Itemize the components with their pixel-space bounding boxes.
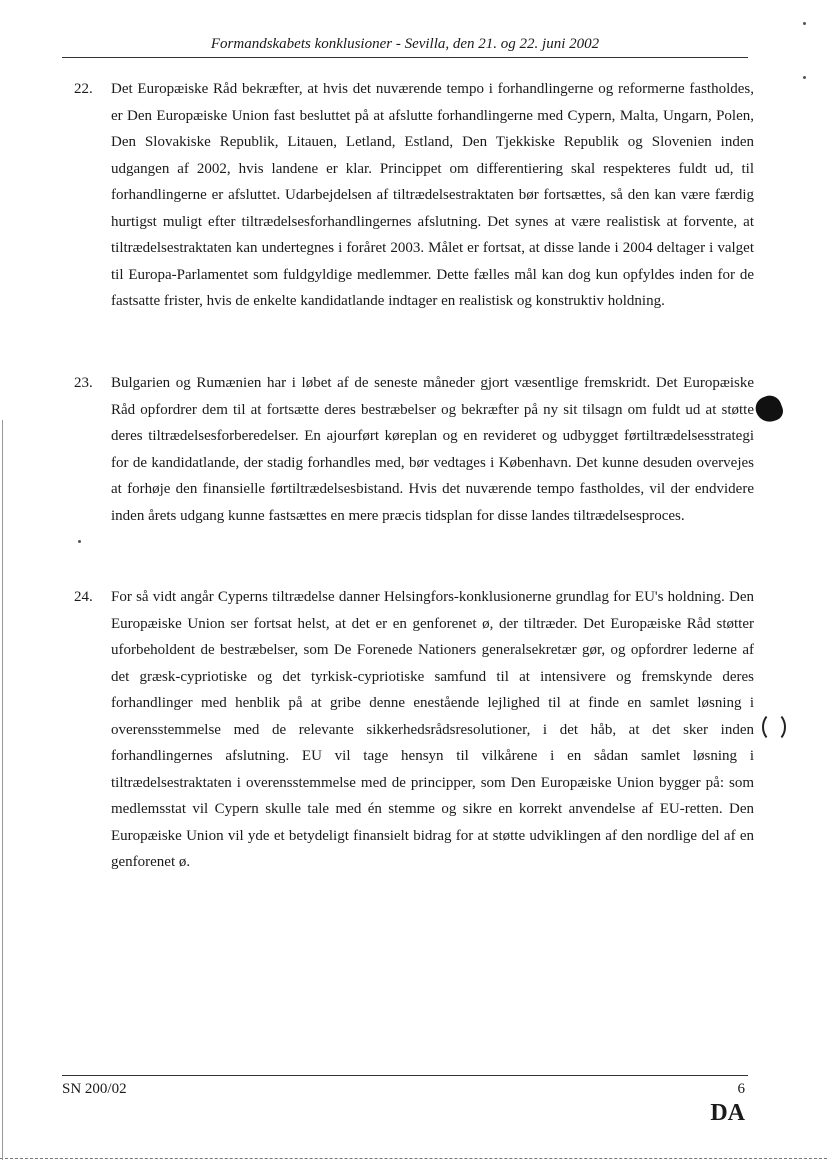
scan-edge-line — [0, 1158, 827, 1159]
punch-hole-mark — [752, 392, 785, 425]
document-reference: SN 200/02 — [62, 1081, 127, 1097]
footer-divider — [62, 1075, 748, 1076]
page-number: 6 — [737, 1081, 745, 1097]
paragraph-text: For så vidt angår Cyperns tiltrædelse danner Helsingfors-konklusionerne grundlag for EU's holdning. Den Europæiske Union ser fortsat helst, at det er en genforenet ø, der tiltræder. Det Europæiske Råd støtter uforbeholdent de bestræbelser, som De Forenede Nationers generalsekretær gør, og opfordrer lederne af det græsk-cypriotiske og det tyrkisk-cypriotiske samfund til at intensivere og fremskynde deres forhandlinger med henblik på at gribe denne enestående lejlighed til at finde en samlet løsning i overensstemmelse med de relevante sikkerhedsrådsresolutioner, i det håb, at det sker inden forhandlingernes afslutning. EU vil tage hensyn til vilkårene i en sådan samlet løsning i tiltrædelsestraktaten i overensstemmelse med de principper, som Den Europæiske Union bygger på: som medlemsstat vil Cypern skulle tale med én stemme og sikre en korrekt anvendelse af EU-retten. Den Europæiske Union vil yde et betydeligt finansielt bidrag for at støtte udviklingen af den nordlige del af en genforenet ø. — [111, 589, 754, 870]
paragraph-number: 23. — [74, 375, 93, 391]
paragraph-24 — [74, 584, 754, 876]
paragraph-22 — [74, 76, 754, 315]
language-code: DA — [710, 1100, 745, 1126]
paragraph-text: Bulgarien og Rumænien har i løbet af de seneste måneder gjort væsentlige fremskridt. Det Europæiske Råd opfordrer dem til at fortsætte deres bestræbelser og bekræfter på ny sit tilsagn om fuldt ud at støtte deres tiltrædelsesforberedelser. En ajourført køreplan og en revideret og udbygget førtiltrædelsesstrategi for de kandidatlande, der stadig forhandles med, bør vedtages i København. Det kunne desuden overvejes at forhøje den finansielle førtiltrædelsesbistand. Hvis det nuværende tempo fastholdes, vil der endvidere inden årets udgang kunne fastsættes en mere præcis tidsplan for disse landes tiltrædelsesproces. — [111, 375, 754, 524]
punch-hole-outline-mark — [762, 712, 786, 742]
paragraph-number: 22. — [74, 81, 93, 97]
page-header — [62, 36, 748, 58]
scan-speck — [803, 76, 806, 79]
paragraph-23 — [74, 370, 754, 529]
header-title: Formandskabets konklusioner - Sevilla, den 21. og 22. juni 2002 — [210, 36, 600, 52]
scan-speck — [78, 540, 81, 543]
paragraph-number: 24. — [74, 589, 93, 605]
scan-speck — [803, 22, 806, 25]
scan-margin-line — [2, 420, 3, 1160]
paragraph-text: Det Europæiske Råd bekræfter, at hvis det nuværende tempo i forhandlingerne og reformerne fastholdes, er Den Europæiske Union fast besluttet på at afslutte forhandlingerne med Cypern, Malta, Ungarn, Polen, Den Slovakiske Republik, Litauen, Letland, Estland, Den Tjekkiske Republik og Slovenien inden udgangen af 2002, hvis landene er klar. Princippet om differentiering skal respekteres fuldt ud, til forhandlingerne er afsluttet. Udarbejdelsen af tiltrædelsestraktaten bør fortsættes, så den kan være færdig hurtigst muligt efter tiltrædelsesforhandlingernes afslutning. Det synes at være realistisk at forvente, at tiltrædelsestraktaten kan undertegnes i foråret 2003. Målet er fortsat, at disse lande i 2004 deltager i valget til Europa-Parlamentet som fuldgyldige medlemmer. Dette fælles mål kan dog kun opfyldes inden for de fastsatte frister, hvis de enkelte kandidatlande indtager en realistisk og konstruktiv holdning. — [111, 81, 754, 309]
